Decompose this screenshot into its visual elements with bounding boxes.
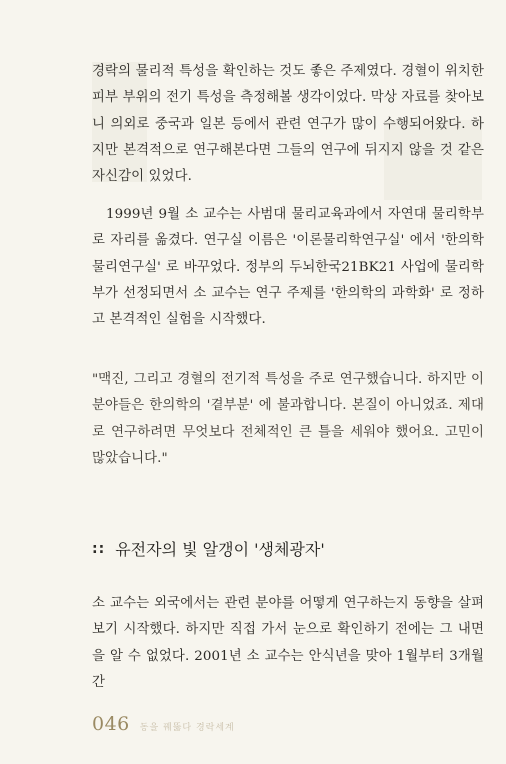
section-bullet-icon: :: [92, 540, 106, 557]
paragraph-overseas-research: 소 교수는 외국에서는 관련 분야를 어떻게 연구하는지 동향을 살펴보기 시작했다. 하지만 직접 가서 눈으로 확인하기 전에는 그 내면을 알 수 없었다. 2001년 소 교수는 안식년을 맞아 1월부터 3개월간 [92, 596, 484, 690]
section-heading [92, 537, 325, 560]
section-title: 유전자의 빛 알갱이 '생체광자' [115, 540, 325, 559]
page-number: 046 [92, 713, 130, 735]
interview-quote: "맥진, 그리고 경혈의 전기적 특성을 주로 연구했습니다. 하지만 이 분야들은 한의학의 '곁부분' 에 불과합니다. 본질이 아니었죠. 제대로 연구하려면 무엇보다 전체적인 큰 틀을 세워야 했어요. 고민이 많았습니다." [92, 372, 484, 466]
paragraph-lab-transfer: 1999년 9월 소 교수는 사범대 물리교육과에서 자연대 물리학부로 자리를 옮겼다. 연구실 이름은 '이론물리학연구실' 에서 '한의학물리연구실' 로 바꾸었다. 정부의 두뇌한국21BK21 사업에 물리학부가 선정되면서 소 교수는 연구 주제를 '한의학의 과학화' 로 정하고 본격적인 실험을 시작했다. [92, 207, 484, 328]
page-footer [92, 713, 235, 735]
paragraph-meridian-study: 경락의 물리적 특성을 확인하는 것도 좋은 주제였다. 경혈이 위치한 피부 부위의 전기 특성을 측정해볼 생각이었다. 막상 자료를 찾아보니 의외로 중국과 일본 등에서 관련 연구가 많이 수행되어왔다. 하지만 본격적으로 연구해본다면 그들의 연구에 뒤지지 않을 것 같은 자신감이 있었다. [92, 64, 484, 185]
running-title: 동을 꿰뚫다 경락세계 [139, 723, 235, 733]
